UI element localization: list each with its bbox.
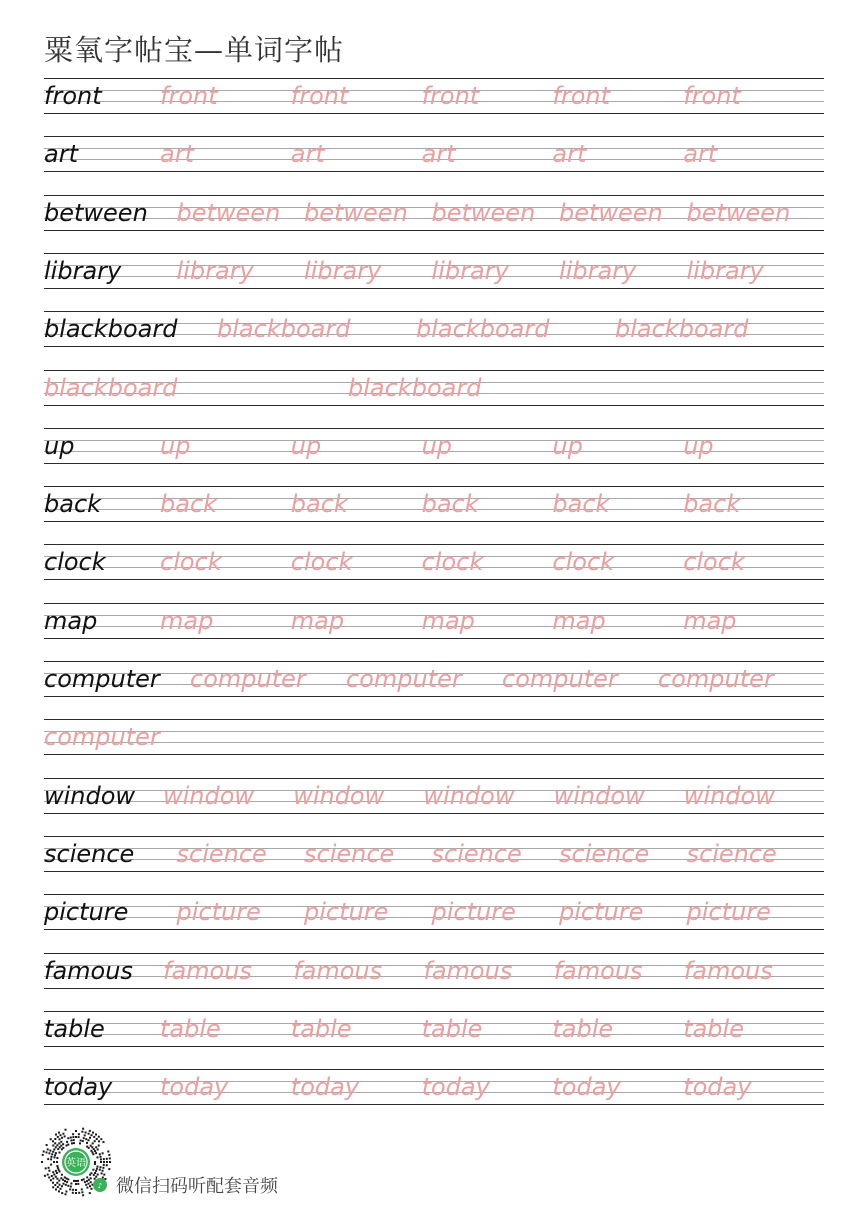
rule-line — [44, 1046, 824, 1047]
trace-word: computer — [190, 665, 306, 693]
rule-line — [44, 836, 824, 837]
trace-word: science — [304, 839, 395, 868]
practice-row — [44, 486, 824, 522]
trace-word: up — [683, 431, 714, 460]
trace-word: between — [431, 198, 536, 227]
trace-word: up — [552, 431, 583, 460]
rule-line — [44, 230, 824, 231]
trace-word: picture — [304, 898, 389, 927]
trace-word: front — [421, 82, 480, 110]
rule-line — [44, 638, 824, 639]
rule-line — [44, 521, 824, 522]
trace-word: computer — [346, 665, 462, 693]
qr-badge-label: 英语 — [66, 1158, 86, 1169]
trace-word: front — [290, 82, 349, 110]
trace-word: between — [176, 198, 281, 227]
rule-line — [44, 171, 824, 172]
trace-word: up — [160, 431, 191, 460]
trace-word: clock — [290, 548, 353, 577]
trace-word: between — [559, 198, 663, 227]
footer — [40, 1126, 340, 1198]
rule-line — [44, 288, 824, 289]
model-word: table — [44, 1014, 105, 1043]
practice-row — [44, 428, 824, 464]
guide-line — [44, 731, 824, 732]
trace-word: art — [683, 140, 718, 169]
rule-line — [44, 253, 824, 254]
trace-word: science — [559, 839, 650, 868]
practice-row — [44, 544, 824, 580]
rule-line — [44, 661, 824, 662]
trace-word: science — [686, 839, 777, 868]
practice-row — [44, 136, 824, 172]
practice-row — [44, 370, 824, 406]
trace-word: library — [431, 256, 509, 285]
model-word: clock — [44, 548, 106, 577]
practice-row — [44, 836, 824, 872]
trace-word: art — [421, 140, 456, 169]
practice-row — [44, 953, 824, 989]
rule-line — [44, 486, 824, 487]
practice-row — [44, 311, 824, 347]
trace-word: library — [686, 256, 764, 285]
rule-line — [44, 544, 824, 545]
trace-word: science — [176, 839, 267, 868]
trace-word: famous — [293, 956, 383, 985]
rule-line — [44, 871, 824, 872]
model-word: science — [44, 839, 135, 868]
trace-word: clock — [683, 548, 745, 577]
rule-line — [44, 603, 824, 604]
rule-line — [44, 463, 824, 464]
trace-word: blackboard — [615, 315, 749, 344]
trace-word: computer — [44, 723, 160, 752]
practice-row — [44, 603, 824, 639]
rule-line — [44, 894, 824, 895]
practice-row — [44, 253, 824, 289]
trace-word: window — [553, 781, 645, 810]
scan-instruction: 微信扫码听配套音频 — [116, 1176, 278, 1197]
guide-line — [44, 742, 824, 743]
rule-line — [44, 813, 824, 814]
trace-word: table — [421, 1014, 483, 1043]
rule-line — [44, 1011, 824, 1012]
rule-line — [44, 1104, 824, 1105]
trace-word: clock — [421, 548, 484, 577]
rule-line — [44, 778, 824, 779]
rule-line — [44, 754, 824, 755]
model-word: famous — [44, 956, 133, 985]
trace-word: map — [290, 606, 345, 635]
page-title: 粟氧字帖宝—单词字帖 — [44, 33, 345, 67]
trace-word: window — [293, 781, 385, 810]
rule-line — [44, 311, 824, 312]
trace-word: window — [683, 781, 775, 810]
trace-word: picture — [559, 898, 644, 927]
qr-code-icon[interactable] — [40, 1126, 112, 1198]
trace-word: table — [683, 1014, 744, 1043]
trace-word: clock — [552, 548, 615, 577]
trace-word: library — [559, 256, 637, 285]
trace-word: today — [552, 1073, 621, 1102]
trace-word: famous — [423, 956, 513, 985]
trace-word: today — [683, 1073, 752, 1102]
model-word: art — [44, 140, 78, 169]
model-word: up — [44, 431, 75, 460]
trace-word: art — [552, 140, 587, 169]
rule-line — [44, 929, 824, 930]
trace-word: table — [160, 1014, 221, 1043]
trace-word: between — [686, 198, 791, 227]
trace-word: table — [552, 1014, 614, 1043]
rule-line — [44, 405, 824, 406]
trace-word: computer — [502, 665, 618, 693]
rule-line — [44, 428, 824, 429]
rule-line — [44, 113, 824, 114]
trace-word: front — [683, 82, 741, 110]
rule-line — [44, 988, 824, 989]
practice-row — [44, 1069, 824, 1105]
model-word: today — [44, 1073, 113, 1102]
trace-word: library — [304, 256, 382, 285]
trace-word: famous — [553, 956, 643, 985]
rule-line — [44, 195, 824, 196]
trace-word: window — [163, 781, 255, 810]
trace-word: picture — [431, 898, 516, 927]
model-word: picture — [44, 898, 129, 927]
rule-line — [44, 719, 824, 720]
trace-word: table — [290, 1014, 352, 1043]
model-word: between — [44, 198, 148, 227]
trace-word: blackboard — [217, 315, 351, 344]
svg-text:♪: ♪ — [97, 1182, 103, 1190]
copybook-sheet — [44, 0, 824, 1227]
practice-row — [44, 894, 824, 930]
rule-line — [44, 1069, 824, 1070]
trace-word: picture — [686, 898, 771, 927]
trace-word: window — [423, 781, 515, 810]
trace-word: today — [421, 1073, 490, 1102]
model-word: library — [44, 256, 122, 285]
trace-word: library — [176, 256, 254, 285]
trace-word: today — [290, 1073, 360, 1102]
trace-word: map — [421, 606, 475, 635]
trace-word: up — [290, 431, 322, 460]
rule-line — [44, 370, 824, 371]
practice-row — [44, 778, 824, 814]
model-word: computer — [44, 665, 160, 693]
trace-word: back — [290, 490, 348, 519]
trace-word: blackboard — [416, 315, 550, 344]
practice-row — [44, 1011, 824, 1047]
trace-word: back — [683, 490, 741, 519]
model-word: window — [44, 781, 136, 810]
model-word: map — [44, 606, 98, 635]
trace-word: computer — [658, 665, 774, 693]
rule-line — [44, 78, 824, 79]
practice-row — [44, 78, 824, 114]
model-word: front — [44, 82, 102, 110]
trace-word: blackboard — [348, 373, 482, 402]
rule-line — [44, 696, 824, 697]
trace-word: front — [160, 82, 218, 110]
rule-line — [44, 136, 824, 137]
model-word: blackboard — [44, 315, 178, 344]
trace-word: between — [304, 198, 408, 227]
practice-row — [44, 719, 824, 755]
trace-word: front — [552, 82, 611, 110]
model-word: back — [44, 490, 102, 519]
trace-word: art — [290, 140, 325, 169]
trace-word: up — [421, 431, 453, 460]
trace-word: map — [160, 606, 214, 635]
practice-row — [44, 661, 824, 697]
rule-line — [44, 346, 824, 347]
trace-word: map — [552, 606, 606, 635]
trace-word: map — [683, 606, 737, 635]
trace-word: back — [160, 490, 218, 519]
trace-word: back — [552, 490, 610, 519]
rule-line — [44, 953, 824, 954]
trace-word: today — [160, 1073, 229, 1102]
trace-word: famous — [163, 956, 252, 985]
trace-word: back — [421, 490, 479, 519]
rule-line — [44, 579, 824, 580]
trace-word: picture — [176, 898, 261, 927]
trace-word: art — [160, 140, 194, 169]
trace-word: science — [431, 839, 522, 868]
trace-word: clock — [160, 548, 222, 577]
trace-word: blackboard — [44, 373, 178, 402]
trace-word: famous — [683, 956, 773, 985]
practice-row — [44, 195, 824, 231]
